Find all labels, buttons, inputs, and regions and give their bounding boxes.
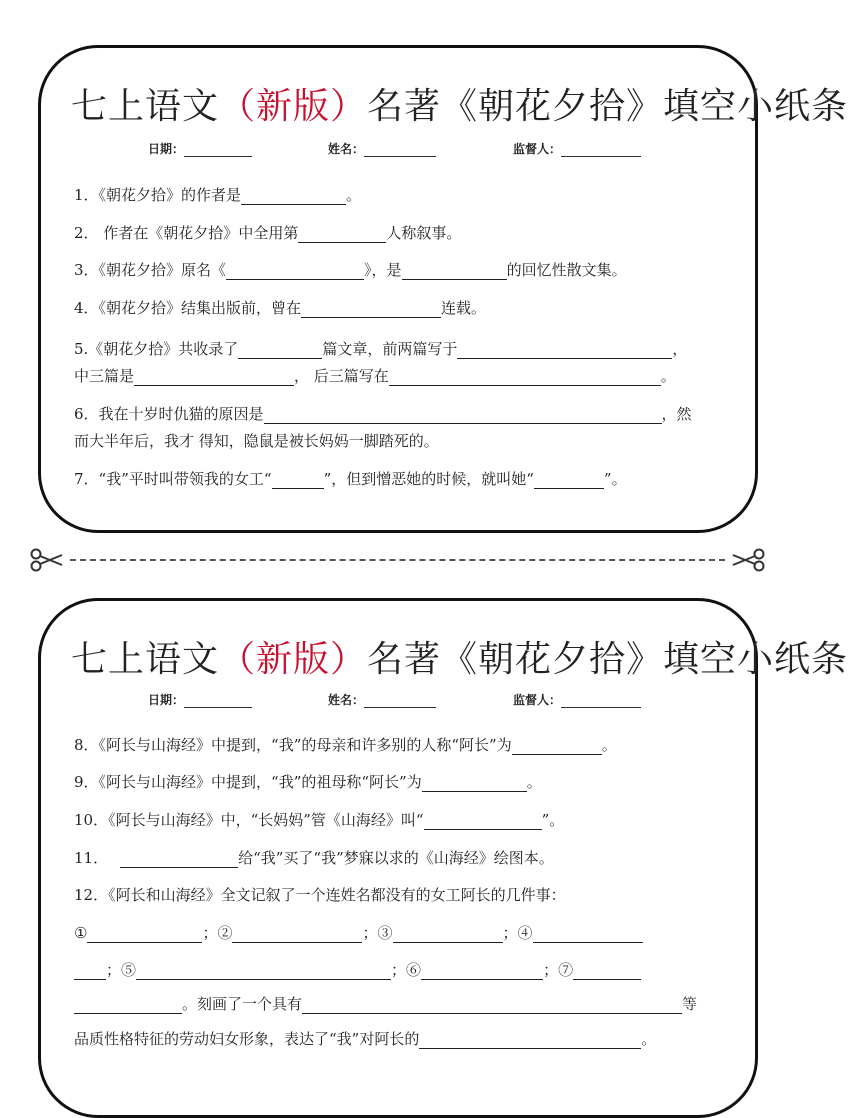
supervisor-blank[interactable] [561,144,641,157]
answer-blank[interactable] [419,1032,641,1049]
question-text: 7．“我”平时叫带领我的女工“ [74,470,272,488]
question-12-line-4 [74,1029,656,1049]
question-text: 而大半年后，我才 得知，隐鼠是被长妈妈一脚踏死的。 [74,432,439,450]
question-text: 12．《阿长和山海经》全文记叙了一个连姓名都没有的女工阿长的几件事： [74,886,566,904]
answer-blank[interactable] [393,926,503,943]
question-10 [74,810,564,830]
separator: ； [543,961,559,979]
question-text: 。 [601,736,617,754]
card-title [71,631,848,682]
answer-blank[interactable] [134,369,294,386]
question-8 [74,735,617,755]
separator: ； [502,924,518,942]
question-text: 给“我”买了“我”梦寐以求的《山海经》绘图本。 [238,849,554,867]
question-text: 等 [682,995,698,1013]
date-label: 日期： [148,142,185,156]
answer-blank[interactable] [573,963,641,980]
answer-blank[interactable] [238,342,322,359]
name-field[interactable] [328,691,436,708]
question-text: ， [672,340,688,358]
item-marker: ⑤ [121,961,137,979]
supervisor-label: 监督人： [513,142,562,156]
question-5-line-1 [74,339,687,359]
answer-blank[interactable] [534,472,604,489]
question-text: 3．《朝花夕拾》原名《 [74,261,227,279]
scissors-icon [30,549,64,571]
question-12-intro [74,885,566,905]
supervisor-field[interactable] [513,691,641,708]
question-text: ”，但到憎恶她的时候，就叫她“ [323,470,534,488]
question-text: 6．我在十岁时仇猫的原因是 [74,405,264,423]
question-text: 品质性格特征的劳动妇女形象，表达了“我”对阿长的 [74,1030,420,1048]
answer-blank[interactable] [87,926,202,943]
date-blank[interactable] [184,144,252,157]
date-blank[interactable] [184,695,252,708]
question-text: ”。 [541,811,565,829]
scissors-icon [731,549,765,571]
question-text: ”。 [603,470,627,488]
item-marker: ⑦ [558,961,574,979]
answer-blank[interactable] [136,963,391,980]
question-11 [74,848,554,868]
dashed-divider [70,559,725,561]
question-text: 的回忆性散文集。 [506,261,627,279]
question-7 [74,469,627,489]
title-text: 七上语文 [71,639,220,680]
question-text: 1．《朝花夕拾》的作者是 [74,186,242,204]
item-marker: ③ [377,924,393,942]
answer-blank[interactable] [421,963,543,980]
name-label: 姓名： [328,693,365,707]
answer-blank[interactable] [264,407,662,424]
question-3 [74,260,627,280]
question-text: 。刻画了一个具有 [182,995,303,1013]
name-blank[interactable] [364,144,436,157]
separator: ； [106,961,122,979]
separator: ； [202,924,218,942]
answer-blank[interactable] [533,926,643,943]
answer-blank[interactable] [241,188,346,205]
name-blank[interactable] [364,695,436,708]
name-field[interactable] [328,140,436,157]
separator: ； [362,924,378,942]
question-5-line-2 [74,366,676,386]
date-label: 日期： [148,693,185,707]
item-marker: ① [74,924,88,942]
question-12-line-2 [74,960,641,980]
supervisor-label: 监督人： [513,693,562,707]
item-marker: ⑥ [406,961,422,979]
question-text: 。 [346,186,362,204]
date-field[interactable] [148,691,252,708]
question-12-line-3 [74,994,697,1014]
answer-blank[interactable] [424,813,542,830]
question-text: 5.《朝花夕拾》共收录了 [74,340,239,358]
card-title [71,78,848,129]
answer-blank[interactable] [232,926,362,943]
answer-blank[interactable] [301,301,441,318]
question-text: 2． 作者在《朝花夕拾》中全用第 [74,224,299,242]
question-2 [74,223,461,243]
question-6-line-1 [74,404,692,424]
answer-blank[interactable] [298,226,386,243]
question-text: ，然 [661,405,692,423]
question-6-line-2 [74,431,439,451]
date-field[interactable] [148,140,252,157]
question-text: 中三篇是 [74,367,135,385]
title-text: 七上语文 [71,86,220,127]
answer-blank[interactable] [422,775,527,792]
answer-blank[interactable] [512,738,602,755]
item-marker: ④ [517,924,533,942]
answer-blank[interactable] [74,963,106,980]
question-text: 篇文章，前两篇写于 [322,340,458,358]
answer-blank[interactable] [402,263,507,280]
question-text: 9．《阿长与山海经》中提到，“我”的祖母称“阿长”为 [74,773,422,791]
supervisor-blank[interactable] [561,695,641,708]
cut-line [30,549,765,571]
question-text: 10．《阿长与山海经》中，“长妈妈”管《山海经》叫“ [74,811,424,829]
answer-blank[interactable] [302,997,682,1014]
question-text: 8．《阿长与山海经》中提到，“我”的母亲和许多别的人称“阿长”为 [74,736,512,754]
title-highlight: （新版） [219,86,368,127]
item-marker: ② [217,924,233,942]
title-text-rest: 名著《朝花夕拾》填空小纸条 [367,639,848,680]
supervisor-field[interactable] [513,140,641,157]
answer-blank[interactable] [226,263,364,280]
question-text: ， 后三篇写在 [294,367,389,385]
question-4 [74,298,486,318]
answer-blank[interactable] [74,997,182,1014]
answer-blank[interactable] [457,342,672,359]
answer-blank[interactable] [272,472,324,489]
separator: ； [391,961,407,979]
name-label: 姓名： [328,142,365,156]
question-text: 连载。 [441,299,487,317]
worksheet-card-1 [38,45,848,533]
question-text: 》，是 [364,261,402,279]
question-text: 人称叙事。 [386,224,462,242]
question-1 [74,185,361,205]
question-text: 。 [660,367,676,385]
question-text: 。 [641,1030,657,1048]
answer-blank[interactable] [120,851,238,868]
question-text: 11． [74,849,109,867]
title-text-rest: 名著《朝花夕拾》填空小纸条 [367,86,848,127]
question-9 [74,772,542,792]
answer-blank[interactable] [389,369,661,386]
worksheet-card-2 [38,598,848,1118]
question-text: 。 [526,773,542,791]
question-text: 4．《朝花夕拾》结集出版前，曾在 [74,299,302,317]
question-12-line-1 [74,923,643,943]
title-highlight: （新版） [219,639,368,680]
